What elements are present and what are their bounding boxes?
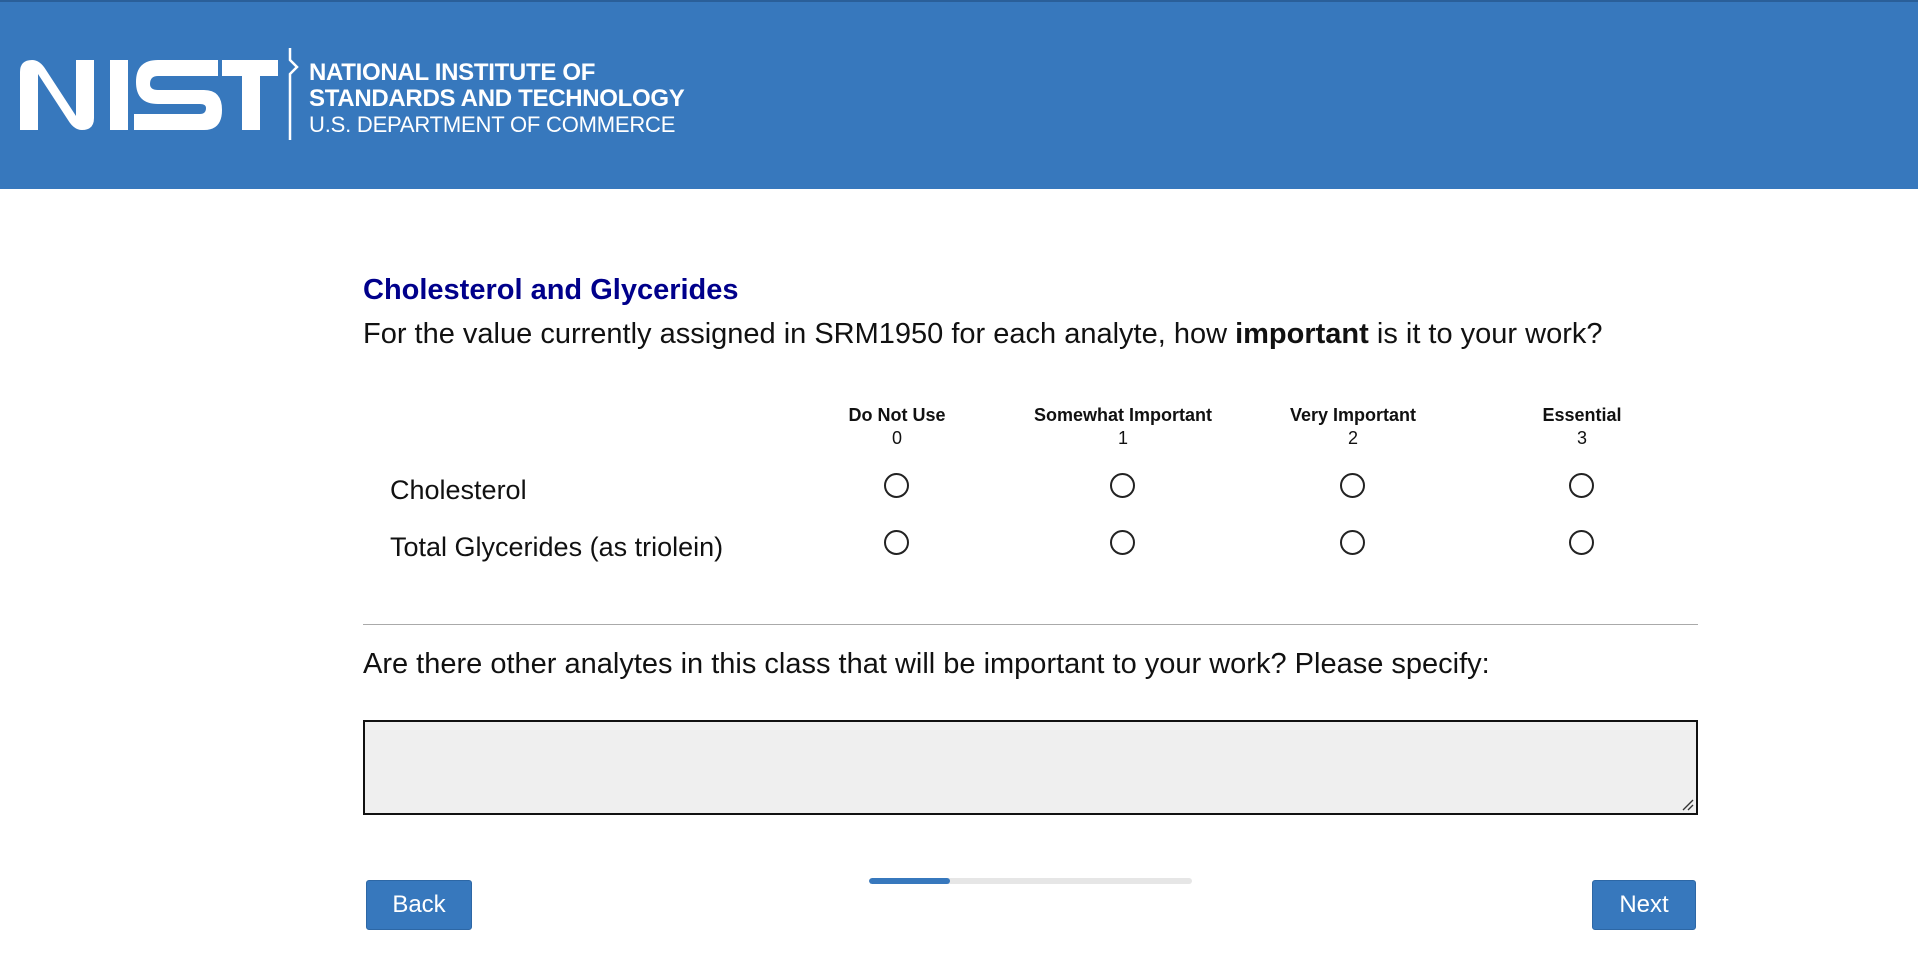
column-header-somewhat-important [1013, 404, 1233, 450]
column-value: 3 [1576, 428, 1587, 448]
site-header [0, 0, 1918, 189]
column-value: 2 [1347, 428, 1358, 448]
org-name-line1: NATIONAL INSTITUTE OF [309, 59, 596, 86]
logo-divider [288, 48, 300, 140]
radio-cholesterol-essential[interactable] [1569, 473, 1594, 498]
radio-glycerides-essential[interactable] [1569, 530, 1594, 555]
org-name-line2: STANDARDS AND TECHNOLOGY [309, 85, 685, 112]
radio-glycerides-somewhat-important[interactable] [1110, 530, 1135, 555]
column-label: Somewhat Important [1033, 405, 1212, 425]
org-name [309, 60, 684, 138]
radio-glycerides-do-not-use[interactable] [884, 530, 909, 555]
progress-bar-fill [869, 878, 950, 884]
radio-glycerides-very-important[interactable] [1340, 530, 1365, 555]
radio-cholesterol-very-important[interactable] [1340, 473, 1365, 498]
radio-cholesterol-do-not-use[interactable] [884, 473, 909, 498]
section-title: Cholesterol and Glycerides [363, 274, 739, 306]
resize-handle-icon[interactable] [1680, 797, 1694, 811]
back-button[interactable]: Back [366, 880, 472, 930]
nist-logo-icon [18, 46, 278, 146]
column-label: Do Not Use [848, 405, 946, 425]
question-prefix: For the value currently assigned in SRM1950 for each analyte, how [363, 318, 1236, 350]
column-header-essential [1472, 404, 1692, 450]
question-text [363, 318, 1603, 351]
column-header-do-not-use [787, 404, 1007, 450]
other-analytes-question: Are there other analytes in this class that will be important to your work? Please specify: [363, 648, 1490, 680]
column-label: Very Important [1289, 405, 1417, 425]
column-value: 0 [891, 428, 902, 448]
radio-cholesterol-somewhat-important[interactable] [1110, 473, 1135, 498]
column-value: 1 [1117, 428, 1128, 448]
column-label: Essential [1542, 405, 1622, 425]
next-button[interactable]: Next [1592, 880, 1696, 930]
progress-bar [869, 878, 1192, 884]
question-suffix: is it to your work? [1368, 318, 1603, 350]
other-analytes-textarea[interactable] [363, 720, 1698, 815]
department-name: U.S. DEPARTMENT OF COMMERCE [309, 112, 676, 137]
row-label-cholesterol: Cholesterol [390, 475, 527, 505]
section-divider [363, 624, 1698, 625]
column-header-very-important [1243, 404, 1463, 450]
question-emphasis: important [1235, 318, 1369, 350]
row-label-total-glycerides: Total Glycerides (as triolein) [390, 532, 724, 562]
